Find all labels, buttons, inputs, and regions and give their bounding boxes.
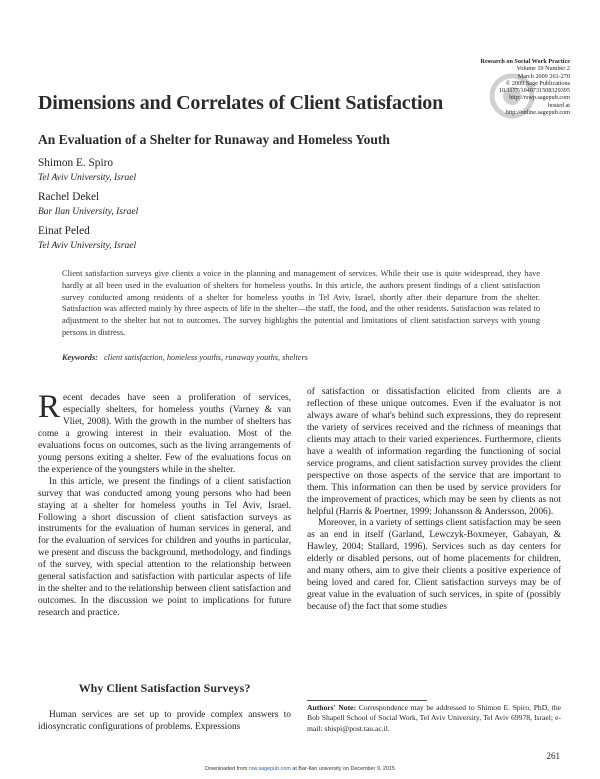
- body-paragraph: of satisfaction or dissatisfaction elicited from clients are a reflection of these unique outcomes. Even if the evaluator is not always aware of what's behind such expressions, they do represent the variety of services received and the richness of meanings that clients may attach to their varied experiences. Furthermore, clients have a wealth of information regarding the functioning of social service programs, and client satisfaction survey provides the client perspective on those aspects of the service that are important to them. This information can then be used by service providers for the improvement of practices, which may be seen by clients as not helpful (Harris & Poertner, 1999; Johansson & Andersson, 2006).: [307, 387, 561, 517]
- section-heading: Why Client Satisfaction Surveys?: [78, 681, 251, 695]
- paragraph-text: ecent decades have seen a proliferation of services, especially shelters, for homeless youths (Varney & van Vliet, 2008). With the growth in the number of shelters has come a growing interest in their evaluation. Most of the evaluations focus on outcomes, such as the living arrangements of young persons exiting a shelter. Few of the evaluations focus on the experience of the youngsters while in the shelter.: [38, 393, 291, 475]
- download-footer: [0, 766, 600, 772]
- body-right-column: [307, 387, 561, 614]
- author-affiliation: Bar Ilan University, Israel: [38, 207, 139, 217]
- author-name: Rachel Dekel: [38, 191, 100, 203]
- drop-cap: R: [38, 389, 61, 425]
- journal-line: Volume 19 Number 2: [516, 65, 570, 73]
- page-number: 261: [546, 751, 560, 761]
- journal-line: http://rswp.sagepub.com: [509, 94, 570, 102]
- journal-line: http://online.sagepub.com: [505, 109, 570, 117]
- author-affiliation: Tel Aviv University, Israel: [38, 173, 137, 183]
- footer-prefix: Downloaded from: [205, 766, 248, 772]
- author-name: Einat Peled: [38, 225, 90, 237]
- keywords-value: client satisfaction, homeless youths, runaway youths, shelters: [103, 353, 308, 362]
- journal-line: 10.1177/1049731508329395: [498, 87, 570, 95]
- keywords: [62, 353, 308, 362]
- footer-suffix: at Bar-Ilan university on December 9, 2015: [292, 766, 395, 772]
- abstract: Client satisfaction surveys give clients a voice in the planning and management of services. While their use is quite widespread, they have hardly at all been used in the evaluation of shelters for homeless youths. In this article, the authors present findings of a client satisfaction survey conducted among residents of a shelter for homeless youths in Tel Aviv, Israel, shortly after their departure from the shelter. Satisfaction was affected mainly by three aspects of life in the shelter—the staff, the food, and the other residents. Satisfaction was related to adjustment to the shelter but not to outcomes. The survey highlights the potential and limitations of client satisfaction surveys with young persons in distress.: [62, 269, 540, 337]
- footer-link[interactable]: rsw.sagepub.com: [248, 766, 291, 772]
- journal-line: March 2009 261-270: [517, 72, 570, 80]
- article-subtitle: An Evaluation of a Shelter for Runaway and Homeless Youth: [38, 132, 390, 147]
- authors-note-text: Correspondence may be addressed to Shimon E. Spiro, PhD, the Bob Shapell School of Social Work, Tel Aviv University, Tel Aviv 69978, Israel; e-mail: shispi@post.tau.ac.il.: [307, 703, 562, 733]
- footnote-divider: [307, 700, 427, 701]
- body-left-column: [38, 389, 291, 620]
- body-paragraph: In this article, we present the findings of a client satisfaction survey that was conducted among young persons who had been staying at a shelter for homeless youths in Tel Aviv, Israel. Following a short discussion of client satisfaction surveys as instruments for the evaluation of human services in general, and for the evaluation of services for children and youths in particular, we present and discuss the background, methodology, and findings of the survey, with special attention to the relationship between general satisfaction and satisfaction with particular aspects of life in the shelter and to the relationship between client satisfaction and outcomes. In the discussion we point to implications for future research and practice.: [38, 476, 291, 619]
- journal-line: © 2009 Sage Publications: [505, 79, 570, 87]
- author-affiliation: Tel Aviv University, Israel: [38, 241, 137, 251]
- article-title: Dimensions and Correlates of Client Satisfaction: [38, 92, 444, 114]
- author-name: Shimon E. Spiro: [38, 157, 114, 169]
- body-paragraph: Human services are set up to provide complex answers to idiosyncratic configurations of problems. Expressions: [38, 710, 291, 732]
- journal-info: [430, 58, 570, 116]
- authors-note: [307, 703, 561, 734]
- journal-name: Research on Social Work Practice: [480, 58, 570, 65]
- journal-line: hosted at: [547, 101, 570, 109]
- keywords-label: Keywords:: [62, 353, 98, 362]
- body-paragraph: Moreover, in a variety of settings client satisfaction may be seen as an end in itself (Garland, Lewczyk-Boxmeyer, Gabayan, & Hawley, 2004; Stallard, 1996). Services such as day centers for elderly or disabled persons, out of home placements for children, and many others, aim to give their clients a positive experience of being loved and cared for. Client satisfaction surveys may be of great value in the evaluation of such services, in spite of (possibly because of) the fact that some studies: [307, 518, 561, 613]
- body-paragraph: [38, 389, 291, 477]
- authors-note-label: Authors' Note:: [307, 703, 357, 712]
- body-left-column-continued: [38, 710, 291, 734]
